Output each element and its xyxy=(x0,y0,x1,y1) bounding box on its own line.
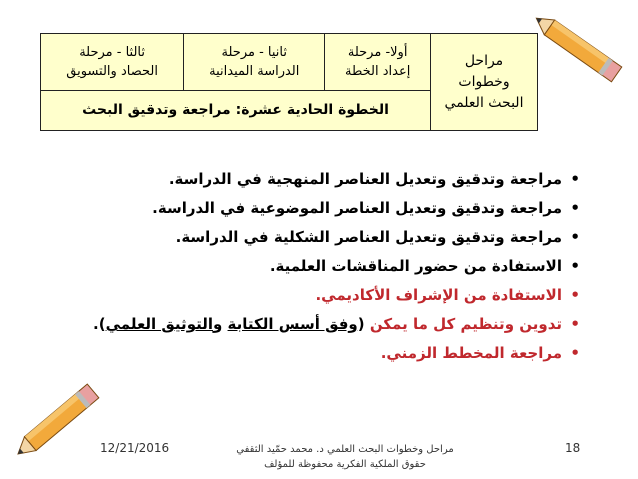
list-item: • الاستفادة من حضور المناقشات العلمية. xyxy=(80,258,580,275)
phase-3-subtitle: الحصاد والتسويق xyxy=(66,64,158,79)
phase-1-subtitle: إعداد الخطة xyxy=(345,64,411,79)
list-item: • الاستفادة من الإشراف الأكاديمي. xyxy=(80,287,580,304)
phase-2-title: ثانيا - مرحلة xyxy=(221,45,287,60)
page-number: 18 xyxy=(565,441,581,455)
table-header-cell xyxy=(431,34,538,131)
pencil-icon xyxy=(0,360,120,479)
list-item: • مراجعة وتدقيق وتعديل العناصر الشكلية في الدراسة. xyxy=(80,229,580,246)
footer-line-2: حقوق الملكية الفكرية محفوظة للمؤلف xyxy=(264,459,426,470)
phase-2-subtitle: الدراسة الميدانية xyxy=(209,64,300,79)
point-6-paren-close: ). xyxy=(93,315,106,333)
research-phases-table xyxy=(40,33,538,131)
phase-3-title: ثالثا - مرحلة xyxy=(79,45,146,60)
review-points-list xyxy=(80,171,580,374)
point-6-documentation: التوثيق العلمي xyxy=(105,315,213,333)
point-6-writing-basis: وفق أسس الكتابة xyxy=(227,315,358,333)
phase-1-cell xyxy=(325,34,431,91)
header-line: وخطوات xyxy=(458,73,510,90)
footer-credits xyxy=(200,442,490,472)
phase-3-cell xyxy=(41,34,184,91)
list-item: • مراجعة وتدقيق وتعديل العناصر المنهجية في الدراسة. xyxy=(80,171,580,188)
footer-date: 12/21/2016 xyxy=(100,441,170,455)
list-item: • مراجعة وتدقيق وتعديل العناصر الموضوعية في الدراسة. xyxy=(80,200,580,217)
header-line: مراحل xyxy=(464,52,504,69)
step-11-cell: الخطوة الحادية عشرة: مراجعة وتدقيق البحث xyxy=(41,91,431,131)
point-6-paren-open: ( xyxy=(357,315,365,333)
pencil-icon xyxy=(522,0,638,100)
list-item xyxy=(80,316,580,333)
phase-1-title: أولا- مرحلة xyxy=(347,45,408,60)
list-item: • مراجعة المخطط الزمني. xyxy=(80,345,580,362)
point-6-lead: تدوين وتنظيم كل ما يمكن xyxy=(364,315,562,333)
phase-2-cell xyxy=(184,34,325,91)
footer-line-1: مراحل وخطوات البحث العلمي د. محمد حمّيد الثقفي xyxy=(236,444,454,455)
header-line: البحث العلمي xyxy=(444,94,524,111)
point-6-and: و xyxy=(213,315,228,333)
